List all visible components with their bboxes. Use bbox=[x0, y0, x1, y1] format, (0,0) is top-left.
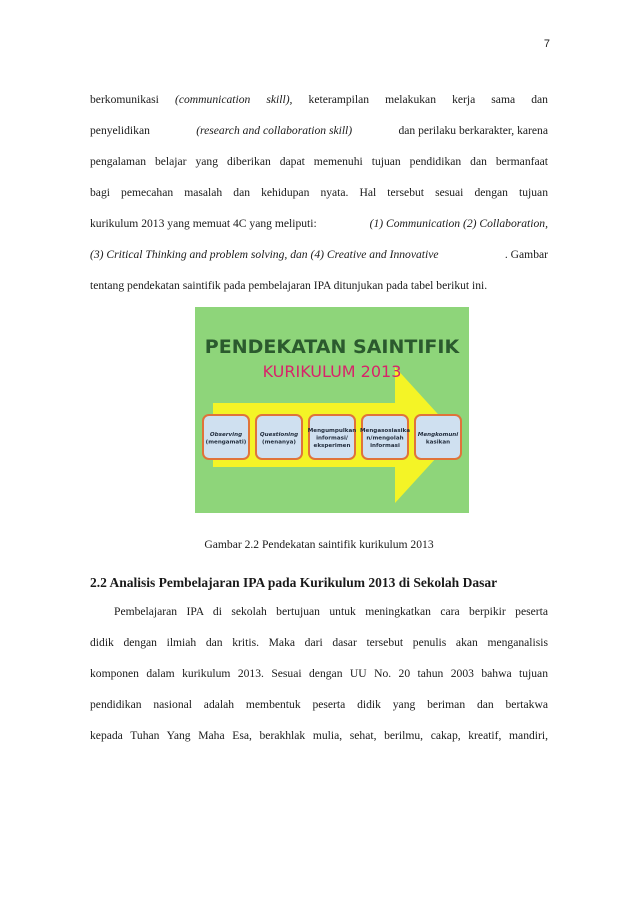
figure-graphic bbox=[195, 307, 469, 513]
step-label: Questioning bbox=[259, 431, 299, 438]
paragraph-2-line-4: pendidikan nasional adalah membentuk peserta didik yang beriman dan bertakwa bbox=[90, 698, 548, 711]
paragraph-2-line-2: didik dengan ilmiah dan kritis. Maka dari dasar tersebut penulis akan menganalisis bbox=[90, 636, 548, 649]
text: . Gambar bbox=[504, 248, 548, 261]
figure-scientific-approach bbox=[195, 307, 469, 513]
paragraph-1 bbox=[90, 84, 548, 301]
text: (3) Critical Thinking and problem solving, dan (4) Creative and Innovative bbox=[90, 248, 439, 261]
figure-title-line-1: PENDEKATAN SAINTIFIK bbox=[204, 336, 460, 358]
word: melakukan bbox=[385, 93, 436, 106]
word: berkomunikasi bbox=[90, 93, 159, 106]
paragraph-1-line-2 bbox=[90, 115, 548, 146]
paragraph-1-line-7: tentang pendekatan saintifik pada pembelajaran IPA ditunjukan pada tabel berikut ini. bbox=[90, 279, 488, 292]
step-label: Mengasosiasika bbox=[359, 428, 411, 434]
step-label: (mengamati) bbox=[205, 439, 247, 446]
step-label: Mengumpulkan bbox=[307, 428, 357, 434]
word: kerja bbox=[452, 93, 476, 106]
figure-title-line-2: KURIKULUM 2013 bbox=[262, 362, 402, 381]
step-label: kasikan bbox=[425, 439, 451, 446]
paragraph-1-line-3: pengalaman belajar yang diberikan dapat memenuhi tujuan pendidikan dan bermanfaat bbox=[90, 155, 548, 168]
section-heading: 2.2 Analisis Pembelajaran IPA pada Kurikulum 2013 di Sekolah Dasar bbox=[90, 575, 498, 590]
word: skill), bbox=[266, 93, 293, 106]
step-label: informasi bbox=[370, 443, 400, 449]
paragraph-2 bbox=[90, 596, 548, 751]
step-label: Observing bbox=[209, 431, 243, 438]
step-label: (menanya) bbox=[262, 439, 296, 446]
step-label: eksperimen bbox=[313, 443, 351, 449]
text: kurikulum 2013 yang memuat 4C yang meliputi: bbox=[90, 217, 317, 230]
paragraph-1-line-6 bbox=[90, 239, 548, 270]
page-number: 7 bbox=[543, 38, 550, 50]
paragraph-1-line-1 bbox=[90, 84, 548, 115]
word: keterampilan bbox=[308, 93, 370, 106]
paragraph-2-line-1: Pembelajaran IPA di sekolah bertujuan untuk meningkatkan cara berpikir peserta bbox=[114, 605, 548, 618]
word: dan bbox=[531, 93, 548, 106]
step-label: informasi/ bbox=[316, 435, 348, 442]
word: sama bbox=[491, 93, 516, 106]
word: (communication bbox=[174, 93, 251, 106]
paragraph-1-line-5 bbox=[90, 208, 548, 239]
text: (research and collaboration skill) bbox=[196, 124, 353, 137]
step-label: n/mengolah bbox=[366, 435, 404, 442]
text: (1) Communication (2) Collaboration, bbox=[369, 217, 548, 230]
paragraph-2-line-3: komponen dalam kurikulum 2013. Sesuai dengan UU No. 20 tahun 2003 bahwa tujuan bbox=[90, 667, 548, 680]
text: dan perilaku berkarakter, karena bbox=[398, 124, 548, 137]
text: penyelidikan bbox=[90, 124, 150, 137]
figure-caption: Gambar 2.2 Pendekatan saintifik kurikulum 2013 bbox=[204, 538, 434, 551]
paragraph-2-line-5: kepada Tuhan Yang Maha Esa, berakhlak mulia, sehat, berilmu, cakap, kreatif, mandiri, bbox=[90, 729, 548, 742]
step-label: Mengkomuni bbox=[417, 431, 459, 438]
paragraph-1-line-4: bagi pemecahan masalah dan kehidupan nyata. Hal tersebut sesuai dengan tujuan bbox=[90, 186, 548, 199]
